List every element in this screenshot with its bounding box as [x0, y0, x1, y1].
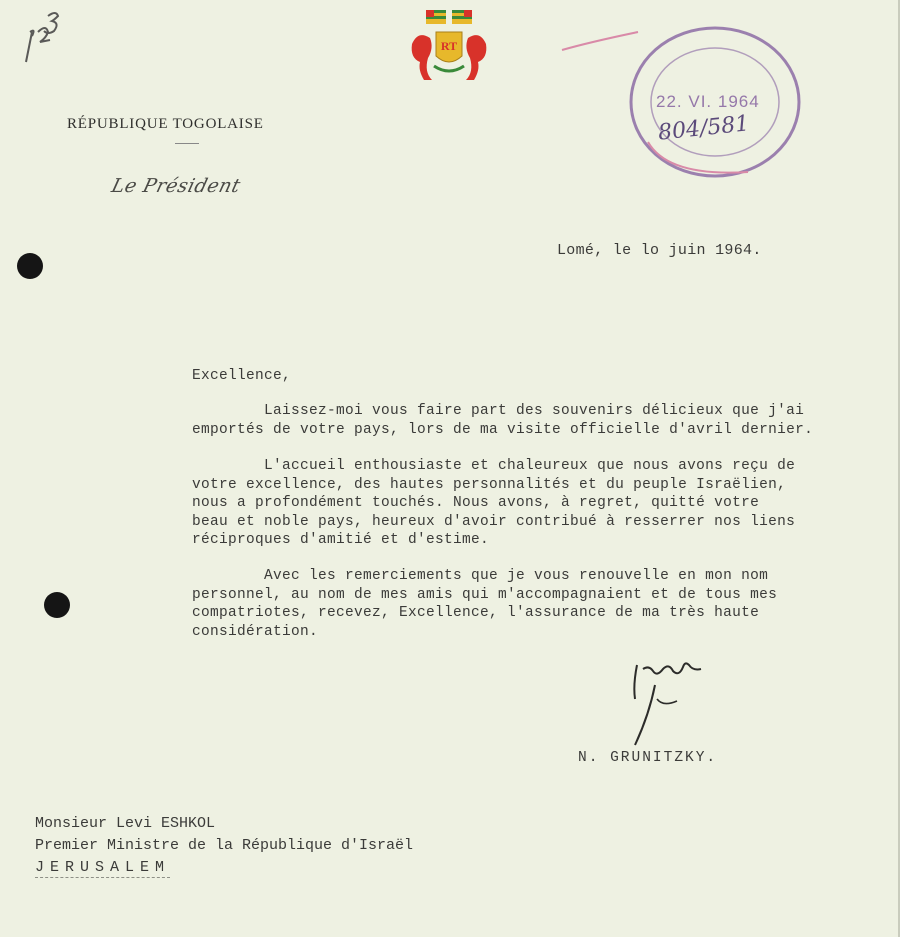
punch-hole-top	[17, 253, 43, 279]
paragraph-line: beau et noble pays, heureux d'avoir contribué à resserrer nos liens	[192, 513, 796, 530]
paragraph-line: nous a profondément touchés. Nous avons, à regret, quitté votre	[192, 495, 760, 511]
recipient-name: Monsieur Levi ESHKOL	[35, 815, 216, 832]
margin-note-handwriting	[10, 2, 70, 72]
recipient-address	[35, 815, 413, 881]
handwritten-signature	[615, 655, 725, 755]
paragraph-line: considération.	[192, 623, 319, 640]
paragraph-line: compatriotes, recevez, Excellence, l'assurance de ma très haute	[192, 605, 760, 621]
reception-stamp	[628, 22, 802, 178]
paragraph-2	[192, 458, 795, 551]
paragraph-line: votre excellence, des hautes personnalités et du peuple Israëlien,	[192, 476, 787, 493]
stamp-date: 22. VI. 1964	[656, 92, 760, 111]
letterhead-office: Le Président	[109, 175, 243, 197]
punch-hole-bottom	[44, 592, 70, 618]
signatory-name: N. GRUNITZKY.	[578, 750, 718, 766]
paragraph-3	[192, 568, 777, 642]
paragraph-line: L'accueil enthousiaste et chaleureux que nous avons reçu de	[192, 458, 796, 474]
paragraph-line: réciproques d'amitié et d'estime.	[192, 532, 490, 548]
recipient-city: JERUSALEM	[35, 859, 171, 876]
paragraph-1	[192, 403, 813, 440]
paragraph-line: Laissez-moi vous faire part des souvenirs délicieux que j'ai	[192, 403, 805, 419]
paragraph-line: emportés de votre pays, lors de ma visite officielle d'avril dernier.	[192, 421, 814, 438]
letterhead-country: RÉPUBLIQUE TOGOLAISE	[67, 116, 264, 132]
salutation: Excellence,	[192, 368, 292, 384]
letterhead-divider	[175, 143, 199, 144]
paragraph-line: Avec les remerciements que je vous renouvelle en mon nom	[192, 568, 769, 584]
stamp-reference: 804/581	[656, 111, 751, 146]
emblem-lettering: RT	[440, 39, 458, 53]
recipient-title: Premier Ministre de la République d'Israël	[35, 837, 414, 854]
paragraph-line: personnel, au nom de mes amis qui m'accompagnaient et de tous mes	[192, 586, 778, 603]
coat-of-arms-emblem	[404, 4, 494, 94]
date-line: Lomé, le lo juin 1964.	[557, 242, 762, 259]
